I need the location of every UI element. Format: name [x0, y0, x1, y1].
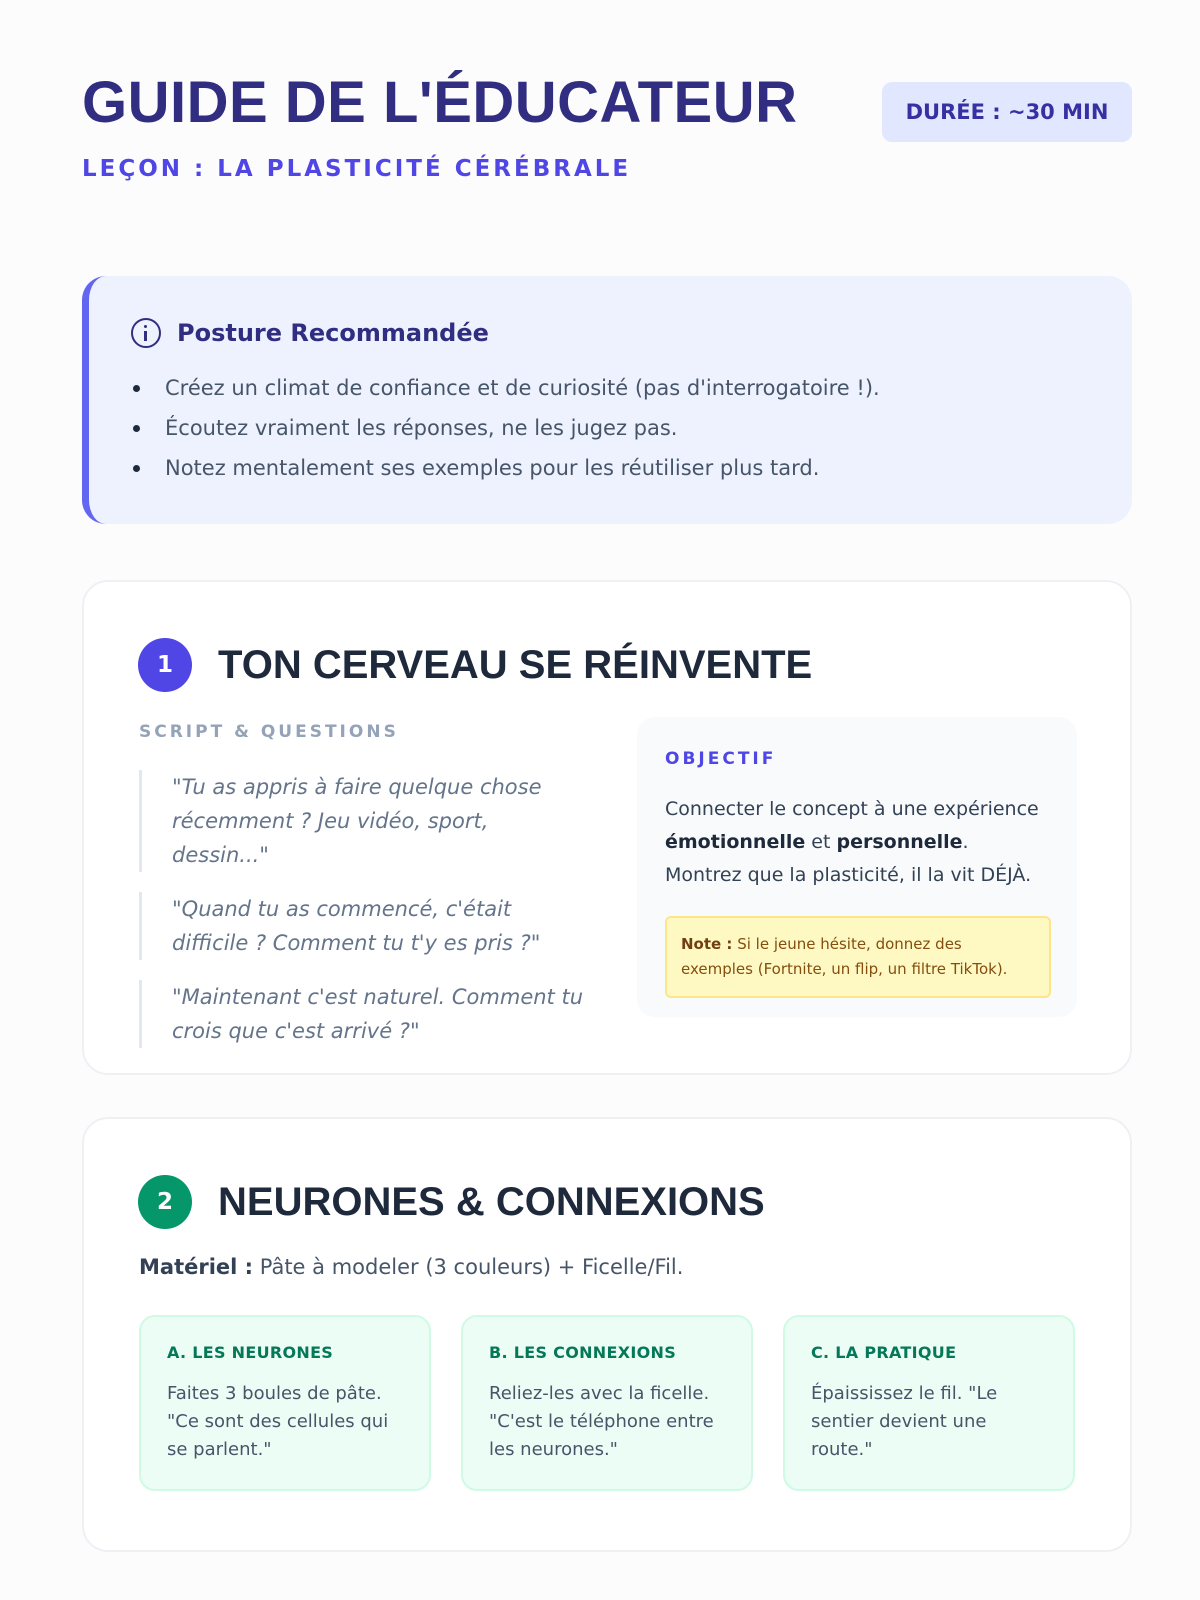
section-header: [138, 638, 812, 692]
step-card: [783, 1315, 1075, 1491]
lesson-subtitle: LEÇON : LA PLASTICITÉ CÉRÉBRALE: [82, 156, 632, 182]
section-number-badge: 1: [138, 638, 192, 692]
step-text: Faites 3 boules de pâte. "Ce sont des cellules qui se parlent.": [167, 1383, 389, 1460]
objective-box: [637, 717, 1077, 1017]
step-list: [139, 1315, 1075, 1491]
page-header: [82, 70, 1132, 194]
note-box: Note : Si le jeune hésite, donnez des exemples (Fortnite, un flip, un filtre TikTok).: [665, 916, 1051, 998]
posture-callout: [82, 276, 1132, 524]
duration-badge: DURÉE : ~30 MIN: [882, 82, 1132, 142]
step-title: B. LES CONNEXIONS: [489, 1343, 677, 1362]
step-card: [139, 1315, 431, 1491]
step-text: Reliez-les avec la ficelle. "C'est le téléphone entre les neurones.": [489, 1383, 714, 1460]
section-title: TON CERVEAU SE RÉINVENTE: [218, 642, 813, 687]
quote: "Quand tu as commencé, c'était difficile ? Comment tu t'y es pris ?": [139, 892, 589, 960]
quote-list: [139, 770, 589, 1068]
list-item: Notez mentalement ses exemples pour les réutiliser plus tard.: [131, 448, 1132, 488]
section-card-1: [82, 580, 1132, 1075]
quote: "Maintenant c'est naturel. Comment tu crois que c'est arrivé ?": [139, 980, 589, 1048]
step-title: C. LA PRATIQUE: [811, 1343, 957, 1362]
objective-text: Connecter le concept à une expérience émotionnelle et personnelle. Montrez que la plasticité, il la vit DÉJÀ.: [665, 798, 1039, 886]
posture-header: [131, 318, 1132, 348]
section-card-2: [82, 1117, 1132, 1552]
list-item: Créez un climat de confiance et de curiosité (pas d'interrogatoire !).: [131, 368, 1132, 408]
quote: "Tu as appris à faire quelque chose récemment ? Jeu vidéo, sport, dessin...": [139, 770, 589, 872]
section-header: [138, 1175, 765, 1229]
section-number-badge: 2: [138, 1175, 192, 1229]
step-card: [461, 1315, 753, 1491]
page-title: GUIDE DE L'ÉDUCATEUR: [82, 70, 798, 135]
materials-line: Matériel : Pâte à modeler (3 couleurs) + Ficelle/Fil.: [139, 1255, 684, 1279]
objective-label: OBJECTIF: [665, 749, 777, 769]
posture-list: [131, 368, 1132, 488]
step-text: Épaississez le fil. "Le sentier devient une route.": [811, 1383, 998, 1460]
list-item: Écoutez vraiment les réponses, ne les jugez pas.: [131, 408, 1132, 448]
step-title: A. LES NEURONES: [167, 1343, 334, 1362]
info-icon: [131, 318, 161, 348]
section-title: NEURONES & CONNEXIONS: [218, 1179, 765, 1224]
posture-title: Posture Recommandée: [177, 319, 489, 347]
script-label: SCRIPT & QUESTIONS: [139, 722, 399, 742]
